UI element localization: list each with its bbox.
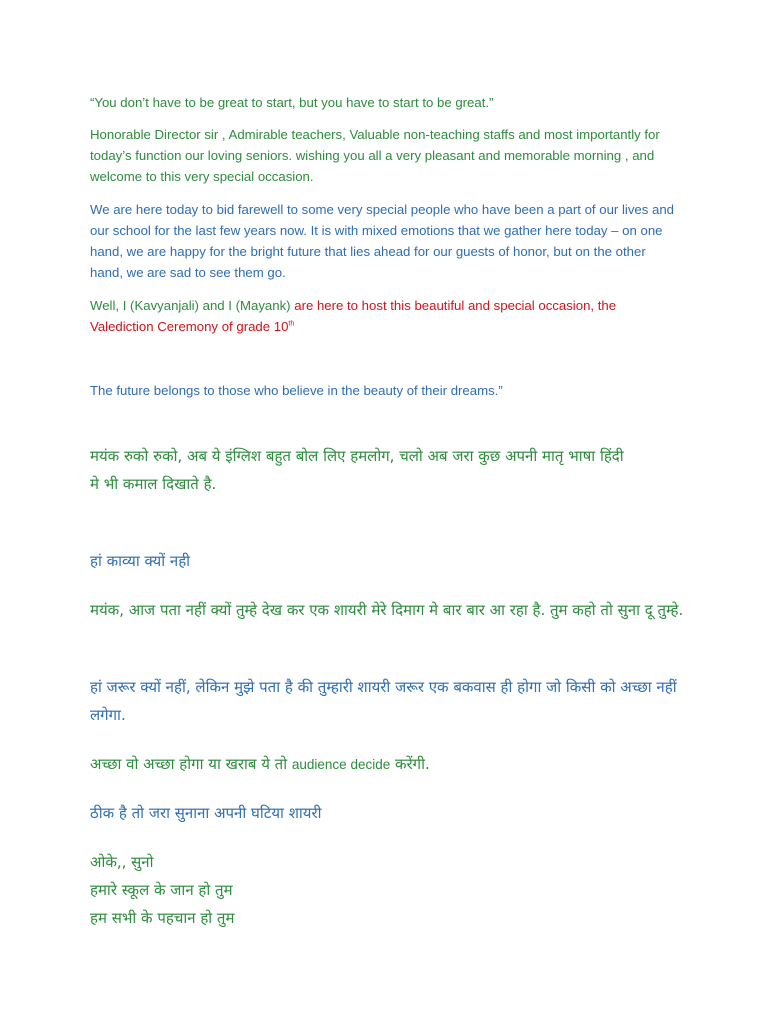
hosts-paragraph (90, 295, 680, 337)
ordinal-suffix: th (288, 320, 295, 328)
poem (90, 848, 690, 932)
hindi-paragraph-2: हां काव्या क्यों नही (90, 552, 191, 570)
hindi-paragraph-1-line-1: मयंक रुको रुको, अब ये इंग्लिश बहुत बोल लिए हमलोग, चलो अब जरा कुछ अपनी मातृ भाषा हिंदी (90, 447, 624, 465)
hindi-paragraph-1 (90, 442, 690, 498)
hindi-paragraph-1-line-2: मे भी कमाल दिखाते है. (90, 475, 217, 493)
hindi-paragraph-6: ठीक है तो जरा सुनाना अपनी घटिया शायरी (90, 804, 322, 822)
hindi-paragraph-4: हां जरूर क्यों नहीं, लेकिन मुझे पता है की तुम्हारी शायरी जरूर एक बकवास ही होगा जो किसी को अच्छा नहीं लगेगा. (90, 678, 677, 724)
hindi-paragraph-3: मयंक, आज पता नहीं क्यों तुम्हे देख कर एक शायरी मेरे दिमाग मे बार बार आ रहा है. तुम कहो तो सुना दू तुम्हे. (90, 601, 684, 619)
greeting-paragraph: Honorable Director sir , Admirable teachers, Valuable non-teaching staffs and most importantly for today’s function our loving seniors. wishing you all a very pleasant and memorable morning , and welcome to this very special occasion. (90, 127, 660, 184)
poem-line-2: हमारे स्कूल के जान हो तुम (90, 881, 233, 899)
hindi-paragraph-5-pre: अच्छा वो अच्छा होगा या खराब ये तो (90, 755, 292, 773)
intro-paragraph: We are here today to bid farewell to some very special people who have been a part of our lives and our school for the last few years now. It is with mixed emotions that we gather here today – on one hand, we are happy for the bright future that lies ahead for our guests of honor, but on the other hand, we are sad to see them go. (90, 202, 675, 280)
hosts-names: Well, I (Kavyanjali) and I (Mayank) (90, 298, 295, 313)
hindi-paragraph-5 (90, 750, 690, 779)
hosts-occasion: are here to host this beautiful and special occasion, the Valediction Ceremony of grade 10 (90, 298, 617, 334)
poem-line-1: ओके,, सुनो (90, 853, 154, 871)
hindi-paragraph-5-latin: audience decide (291, 757, 391, 772)
opening-quote: “You don’t have to be great to start, but you have to start to be great.” (90, 95, 494, 110)
hindi-paragraph-5-post: करेंगी. (390, 755, 430, 773)
dreams-quote: The future belongs to those who believe in the beauty of their dreams.” (90, 383, 503, 398)
poem-line-3: हम सभी के पहचान हो तुम (90, 909, 235, 927)
